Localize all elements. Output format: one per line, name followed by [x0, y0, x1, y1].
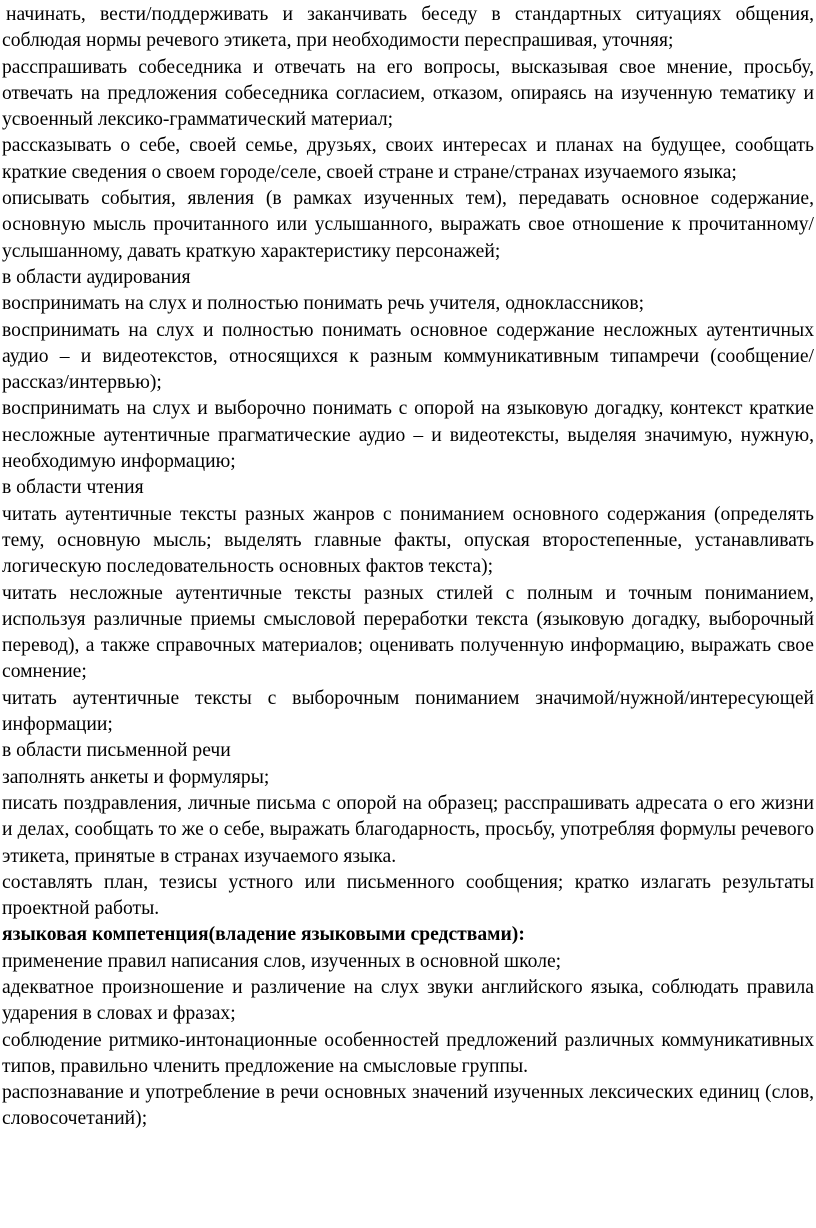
- section-heading-language-competence: языковая компетенция(владение языковыми средствами):: [2, 924, 525, 946]
- paragraph-7: воспринимать на слух и выборочно понимать с опорой на языковую догадку, контекст краткие несложные аутентичные прагматические аудио – и видеотексты, выделяя значимую, нужную, необходимую информацию;: [2, 398, 814, 473]
- paragraph-15: адекватное произношение и различение на слух звуки английского языка, соблюдать правила ударения в словах и фразах;: [2, 976, 814, 1025]
- paragraph-14: применение правил написания слов, изученных в основной школе;: [2, 950, 562, 972]
- paragraph-1: начинать, вести/поддерживать и заканчивать беседу в стандартных ситуациях общения, соблюдая нормы речевого этикета, при необходимости переспрашивая, уточняя;: [2, 4, 814, 52]
- section-heading-reading: в области чтения: [2, 477, 144, 499]
- paragraph-10: читать аутентичные тексты с выборочным пониманием значимой/нужной/интересующей информации;: [2, 687, 814, 736]
- paragraph-8: читать аутентичные тексты разных жанров с пониманием основного содержания (определять тему, основную мысль; выделять главные факты, опуская второстепенные, устанавливать логическую последовательность основных фактов текста);: [2, 503, 814, 578]
- paragraph-5: воспринимать на слух и полностью понимать речь учителя, одноклассников;: [2, 293, 645, 315]
- paragraph-12: писать поздравления, личные письма с опорой на образец; расспрашивать адресата о его жизни и делах, сообщать то же о себе, выражать благодарность, просьбу, употребляя формулы речевого этикета, принятые в странах изучаемого языка.: [2, 792, 814, 867]
- paragraph-17: распознавание и употребление в речи основных значений изученных лексических единиц (слов, словосочетаний);: [2, 1082, 814, 1130]
- paragraph-2: расспрашивать собеседника и отвечать на его вопросы, высказывая свое мнение, просьбу, отвечать на предложения собеседника согласием, отказом, опираясь на изученную тематику и усвоенный лексико-грамматический материал;: [2, 56, 814, 131]
- paragraph-11: заполнять анкеты и формуляры;: [2, 766, 270, 788]
- paragraph-4: описывать события, явления (в рамках изученных тем), передавать основное содержание, основную мысль прочитанного или услышанного, выражать свое отношение к прочитанному/услышанному, давать краткую характеристику персонажей;: [2, 188, 814, 262]
- paragraph-3: рассказывать о себе, своей семье, друзьях, своих интересах и планах на будущее, сообщать краткие сведения о своем городе/селе, своей стране и стране/странах изучаемого языка;: [2, 135, 814, 183]
- paragraph-6: воспринимать на слух и полностью понимать основное содержание несложных аутентичных аудио – и видеотекстов, относящихся к разным коммуникативным типамречи (сообщение/рассказ/интервью);: [2, 319, 814, 394]
- paragraph-9: читать несложные аутентичные тексты разных стилей с полным и точным пониманием, используя различные приемы смысловой переработки текста (языковую догадку, выборочный перевод), а также справочных материалов; оценивать полученную информацию, выражать свое сомнение;: [2, 582, 814, 683]
- section-heading-writing: в области письменной речи: [2, 740, 231, 762]
- section-heading-listening: в области аудирования: [2, 266, 191, 288]
- paragraph-13: составлять план, тезисы устного или письменного сообщения; кратко излагать результаты проектной работы.: [2, 871, 814, 920]
- paragraph-16: соблюдение ритмико-интонационные особенностей предложений различных коммуникативных типов, правильно членить предложение на смысловые группы.: [2, 1029, 814, 1077]
